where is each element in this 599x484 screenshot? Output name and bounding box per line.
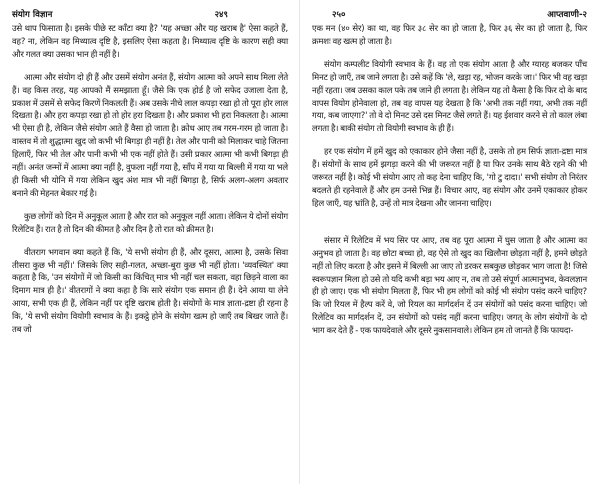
left-page-title: संयोग विज्ञान — [12, 10, 53, 20]
right-page — [300, 0, 599, 484]
left-paragraph-4: वीतराग भगवान क्या कहते हैं कि, 'ये सभी संयोग ही हैं, और दूसरा, आत्मा है, उसके सिवा तीसरा कुछ भी नहीं।' जिसके लिए सही-गलत, अच्छा-बुरा कुछ भी नहीं होता। 'व्यवस्थित' क्या कहता है कि, 'उन संयोगों में जो किसी का किंचित् मात्र भी नहीं चल सकता, वहा छिड़ने वाला का दिमाग मात्र ही है।' वीतरागों ने क्या कहा है कि सारे संयोग एक समान ही हैं। देने आया या लेने आया, सभी एक ही हैं, लेकिन नहीं पर दृष्टि खराब होती है। संयोगों के मात्र ज्ञाता-द्रष्टा ही रहना है कि, 'ये सभी संयोग वियोगी स्वभाव के हैं। इकट्ठे होने के संयोग खत्म हो जाएँ तब बिखर जाते हैं। तब जो — [12, 246, 288, 335]
right-page-number: २५० — [332, 10, 346, 20]
left-paragraph-2: आत्मा और संयोग दो ही हैं और उसमें संयोग अनंत हैं, संयोग आत्मा को अपने साथ मिला लेते हैं। वह किस तरह, यह आपको मैं समझाता हूँ। जैसे कि एक होर्ड है जो सफेद उजाला देता है, प्रकाश में उसमें से सफेद किरणें निकलती हैं। अब उसके नीचे लाल कपड़ा रखा हो तो पूरा होर लाल दिखता है। और हरा कपड़ा रखा हो तो होर हरा दिखता है। और प्रकाश भी हरा निकलता है। आत्मा भी ऐसा ही है, लेकिन जैसे संयोग आते हैं वैसा हो जाता है। क्रोध आए तब गरम-गरम हो जाता है। वास्तव में तो शुद्धात्मा खुद जो कभी भी बिगड़ा ही नहीं है। तेल और पानी को मिलाकर चाहे जितना हिलाएँ, फिर भी तेल और पानी कभी भी एक नहीं होते हैं। उसी प्रकार आत्मा भी कभी बिगड़ा ही नहीं। अनंत जन्मों में आत्मा क्या नहीं है, वुफला नहीं गया है, साँप में गया या बिल्ली में गया या भले ही किसी भी योनि में गया लेकिन खुद अंश मात्र भी नहीं बिगड़ा है, सिर्फ अलग-अलग अवतार बनाने की मेहनत बेकार गई है। — [12, 71, 288, 198]
right-page-title: आप्तवाणी-२ — [547, 10, 587, 20]
right-page-header — [312, 8, 587, 22]
right-paragraph-3: हर एक संयोग में हमें खुद को एकाकार होने जैसा नहीं है, उसके तो हम सिर्फ ज्ञाता-द्रष्टा मात्र हैं। संयोगों के साथ हमें झगड़ा करने की भी जरूरत नहीं है या फिर उनके साथ बैठे रहने की भी जरूरत नहीं है। कोई भी संयोग आए तो कह देना चाहिए कि, 'गो टु दादा।' सभी संयोग तो निरंतर बदलते ही रहनेवाले हैं और हम उनसे भिन्न हैं। विचार आए, वह संयोग और उनमें एकाकार होकर हिल जाएँ, यह भ्रांति है, उन्हें तो मात्र देखना और जानना चाहिए। — [312, 146, 587, 208]
right-paragraph-1: एक मन (४० सेर) का था, वह फिर ३८ सेर का हो जाता है, फिर ३६ सेर का हो जाता है, फिर क्रमशः वह खत्म हो जाता है। — [312, 23, 587, 46]
right-paragraph-4: संसार में रिलेटिव में भय सिर पर आए, तब वह पूरा आत्मा में घुस जाता है और आत्मा का अनुभव हो जाता है। वह छोटा बच्चा हो, वह ऐसे तो खुद का खिलौना छोड़ता नहीं है, हमने छोड़ते नहीं तो लिए करता है और इसने में बिल्ली आ जाए तो डरकर सबकुछ छोड़कर भाग जाता है! जिसे स्वरूपज्ञान मिला हो उसे तो यदि कभी बड़ा भय आए न, तब तो उसे संपूर्ण आत्मानुभव, केवलज्ञान ही हो जाए। एक भी संयोग मिलता हैं, फिर भी हम लोगों को कोई भी संयोग पसंद करने चाहिए? कि जो रियल में हैल्प करें वे, जो रियल का मार्गदर्शन दें उन संयोगों को पसंद करना चाहिए। जो रिलेटिव का मार्गदर्शन दें, उन संयोगों को पसंद नहीं करना चाहिए। जगत् के लोग संयोगों के दो भाग कर देते हैं - एक फायदेवाले और दूसरे नुकसानवाले। लेकिन हम तो जानते हैं कि फायदा- — [312, 234, 587, 336]
left-paragraph-1: उसे थाप फिसाता है। इसके पीछे स्ट काँटा क्या है? 'यह अच्छा और यह खराब है' ऐसा कहते हैं, वह? ना, लेकिन वह मिथ्यात्व दृष्टि है, इसलिए ऐसा कहता है। मिथ्यात्व दृष्टि के कारण सही क्या और गलत क्या उसका भान ही नहीं है। — [12, 23, 288, 59]
left-page-number: २४९ — [214, 10, 228, 20]
left-paragraph-3: कुछ लोगों को दिन में अनुकूल आता है और रात को अनुकूल नहीं आता। लेकिन ये दोनों संयोग रिलेटिव हैं। रात है तो दिन की कीमत है और दिन है तो रात को क्रीमत है। — [12, 210, 288, 234]
left-page-header — [12, 8, 288, 22]
right-paragraph-2: संयोग कम्पलीट वियोगी स्वभाव के हैं। वह तो एक संयोग आता है और ग्यारह बजकर पाँच मिनट हो जाएँ, तब जाने लगता है। उसे कहें कि 'ले, खड़ा रह, भोजन करके जा।' फिर भी वह खड़ा नहीं रहता। जब उसका काल पके तब जाने ही लगता है। लेकिन यह तो कैसा है कि फिर दो के बाद वापस वियोग होनेवाला हो, तब वह वापस यह देखता है कि 'अभी तक नहीं गया, अभी तक नहीं गया, कब जाएगा?' तो वे दो मिनट उसे दस मिनट जैसे लगते हैं। यह ईशवार करने से तो काल लंबा लगता है। बाकी संयोग तो वियोगी स्वभाव के ही हैं। — [312, 58, 587, 134]
